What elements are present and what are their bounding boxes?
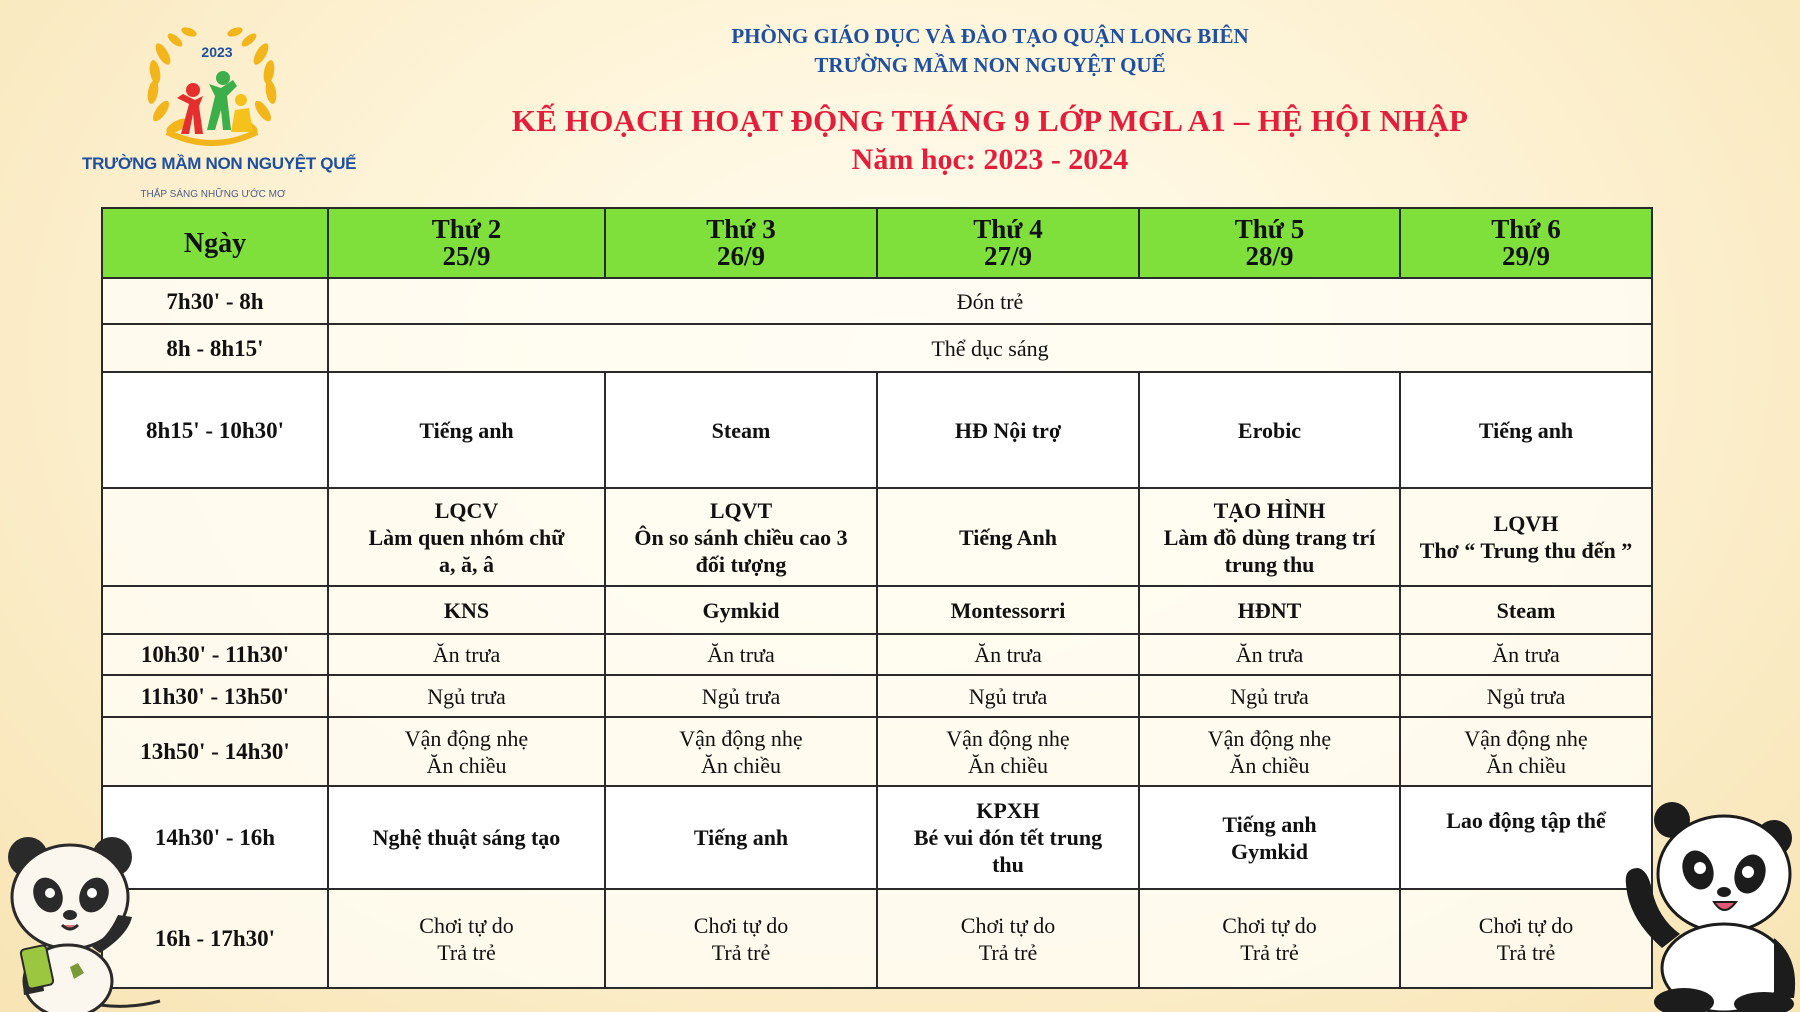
table-row	[102, 586, 1652, 634]
activity-line: Trả trẻ	[978, 939, 1038, 965]
activity-line: Trả trẻ	[711, 939, 771, 965]
activity-cell	[1400, 717, 1652, 786]
arrival-activity: Đón trẻ	[328, 278, 1652, 324]
activity-title: LQCV	[434, 497, 499, 523]
table-row	[102, 372, 1652, 488]
activity-cell: Ngủ trưa	[1139, 675, 1400, 717]
time-slot: 14h30' - 16h	[102, 786, 328, 889]
table-row	[102, 488, 1652, 586]
activity-title: Tiếng Anh	[958, 524, 1058, 550]
activity-cell	[328, 786, 605, 889]
school-logo	[82, 14, 357, 200]
activity-cell	[605, 717, 877, 786]
activity-line: Chơi tự do	[960, 912, 1056, 938]
activity-detail: Thơ “ Trung thu đến ”	[1419, 538, 1633, 563]
activity-line: thu	[992, 852, 1024, 877]
activity-line: Vận động nhẹ	[404, 725, 529, 751]
activity-line: Chơi tự do	[419, 912, 514, 938]
activity-cell	[877, 889, 1139, 988]
activity-line: Ăn chiều	[700, 752, 782, 778]
activity-cell	[605, 889, 877, 988]
activity-cell	[1139, 717, 1400, 786]
activity-line: Gymkid	[1230, 838, 1309, 864]
activity-cell: Ăn trưa	[1139, 634, 1400, 675]
activity-line: Trả trẻ	[1240, 939, 1299, 965]
time-slot: 8h15' - 10h30'	[102, 372, 328, 488]
activity-line: Vận động nhẹ	[946, 725, 1070, 751]
activity-cell: Ngủ trưa	[877, 675, 1139, 717]
time-slot: 13h50' - 14h30'	[102, 717, 328, 786]
activity-line: Chơi tự do	[693, 912, 789, 938]
day-date: 27/9	[983, 241, 1032, 271]
activity-cell: Ngủ trưa	[1400, 675, 1652, 717]
activity-line: Lao động tập thể	[1446, 808, 1606, 833]
activity-schedule-table	[101, 207, 1653, 989]
activity-detail: Làm đồ dùng trang trí	[1163, 524, 1376, 550]
activity-cell	[877, 488, 1139, 586]
activity-cell: HĐ Nội trợ	[877, 372, 1139, 488]
activity-line: Vận động nhẹ	[1207, 725, 1332, 751]
activity-cell: Ăn trưa	[877, 634, 1139, 675]
school-name: TRƯỜNG MẦM NON NGUYỆT QUẾ	[814, 53, 1166, 77]
activity-line: Ăn chiều	[967, 752, 1049, 778]
activity-line: Nghệ thuật sáng tạo	[372, 825, 561, 850]
logo-year: 2023	[201, 44, 233, 60]
day-date: 29/9	[1501, 241, 1550, 271]
activity-line: Ăn chiều	[426, 752, 507, 778]
activity-cell	[1139, 786, 1400, 889]
table-header-row	[102, 208, 1652, 278]
time-slot: 11h30' - 13h50'	[102, 675, 328, 717]
activity-line: Ăn chiều	[1485, 752, 1567, 778]
empty-time-slot	[102, 586, 328, 634]
table-row	[102, 786, 1652, 889]
panda-waving-icon	[1614, 798, 1800, 1012]
activity-title: LQVH	[1493, 511, 1559, 536]
activity-line: Trả trẻ	[437, 939, 496, 965]
activity-cell: Steam	[605, 372, 877, 488]
activity-title: TẠO HÌNH	[1213, 497, 1326, 523]
day-header-tue	[605, 208, 877, 278]
activity-title: LQVT	[709, 497, 773, 523]
activity-cell: Montessorri	[877, 586, 1139, 634]
plan-title: KẾ HOẠCH HOẠT ĐỘNG THÁNG 9 LỚP MGL A1 – HỆ HỘI NHẬP	[511, 103, 1469, 138]
time-slot: 16h - 17h30'	[102, 889, 328, 988]
day-name: Thứ 4	[973, 214, 1043, 244]
activity-cell: Steam	[1400, 586, 1652, 634]
department-name: PHÒNG GIÁO DỤC VÀ ĐÀO TẠO QUẬN LONG BIÊN	[731, 24, 1249, 48]
activity-cell: KNS	[328, 586, 605, 634]
logo-school-name: TRƯỜNG MẦM NON NGUYỆT QUẾ	[82, 154, 357, 173]
activity-cell: Ăn trưa	[605, 634, 877, 675]
day-date: 28/9	[1245, 241, 1294, 271]
activity-detail: đối tượng	[695, 551, 787, 577]
activity-cell	[1400, 488, 1652, 586]
table-row	[102, 278, 1652, 324]
activity-cell	[328, 488, 605, 586]
day-name: Thứ 2	[431, 214, 502, 244]
activity-cell	[877, 786, 1139, 889]
exercise-activity: Thể dục sáng	[328, 324, 1652, 372]
corner-day-label: Ngày	[102, 208, 328, 278]
activity-detail: trung thu	[1224, 551, 1315, 577]
activity-line: Tiếng anh	[693, 825, 789, 850]
activity-cell: Gymkid	[605, 586, 877, 634]
activity-cell: Erobic	[1139, 372, 1400, 488]
day-header-mon	[328, 208, 605, 278]
activity-detail: a, ă, â	[439, 551, 494, 577]
time-slot: 8h - 8h15'	[102, 324, 328, 372]
activity-line: Chơi tự do	[1478, 912, 1574, 938]
day-name: Thứ 6	[1491, 214, 1561, 244]
table-row	[102, 675, 1652, 717]
time-slot: 10h30' - 11h30'	[102, 634, 328, 675]
activity-line: Chơi tự do	[1222, 912, 1317, 938]
activity-line: Tiếng anh	[1222, 811, 1317, 837]
day-name: Thứ 3	[706, 214, 776, 244]
activity-line: Trả trẻ	[1496, 939, 1556, 965]
page-header	[340, 22, 1640, 180]
table-row	[102, 717, 1652, 786]
activity-cell	[1139, 488, 1400, 586]
activity-cell: Ăn trưa	[1400, 634, 1652, 675]
time-slot: 7h30' - 8h	[102, 278, 328, 324]
activity-cell: Ngủ trưa	[605, 675, 877, 717]
activity-line: Bé vui đón tết trung	[913, 825, 1103, 850]
activity-cell	[877, 717, 1139, 786]
day-header-fri	[1400, 208, 1652, 278]
activity-cell: Ngủ trưa	[328, 675, 605, 717]
activity-detail: Ôn so sánh chiều cao 3	[634, 524, 848, 550]
activity-line: Ăn chiều	[1229, 752, 1310, 778]
school-year: Năm học: 2023 - 2024	[851, 143, 1129, 176]
table-row	[102, 634, 1652, 675]
table-row	[102, 324, 1652, 372]
activity-cell: Tiếng anh	[1400, 372, 1652, 488]
logo-slogan: THẮP SÁNG NHỮNG ƯỚC MƠ	[140, 189, 286, 200]
panda-phone-icon	[0, 835, 170, 1012]
activity-cell	[605, 786, 877, 889]
laurel-emblem-icon	[137, 14, 287, 152]
activity-detail: Làm quen nhóm chữ	[368, 524, 565, 550]
empty-time-slot	[102, 488, 328, 586]
activity-cell	[328, 889, 605, 988]
day-header-wed	[877, 208, 1139, 278]
day-date: 25/9	[442, 241, 491, 271]
day-name: Thứ 5	[1234, 214, 1305, 244]
day-date: 26/9	[716, 241, 765, 271]
activity-cell	[1139, 889, 1400, 988]
activity-cell: Tiếng anh	[328, 372, 605, 488]
table-row	[102, 889, 1652, 988]
activity-cell: Ăn trưa	[328, 634, 605, 675]
day-header-thu	[1139, 208, 1400, 278]
activity-cell: HĐNT	[1139, 586, 1400, 634]
activity-line: Vận động nhẹ	[679, 725, 803, 751]
activity-line: Vận động nhẹ	[1464, 725, 1588, 751]
activity-cell	[605, 488, 877, 586]
activity-line: KPXH	[976, 798, 1040, 823]
activity-cell	[328, 717, 605, 786]
